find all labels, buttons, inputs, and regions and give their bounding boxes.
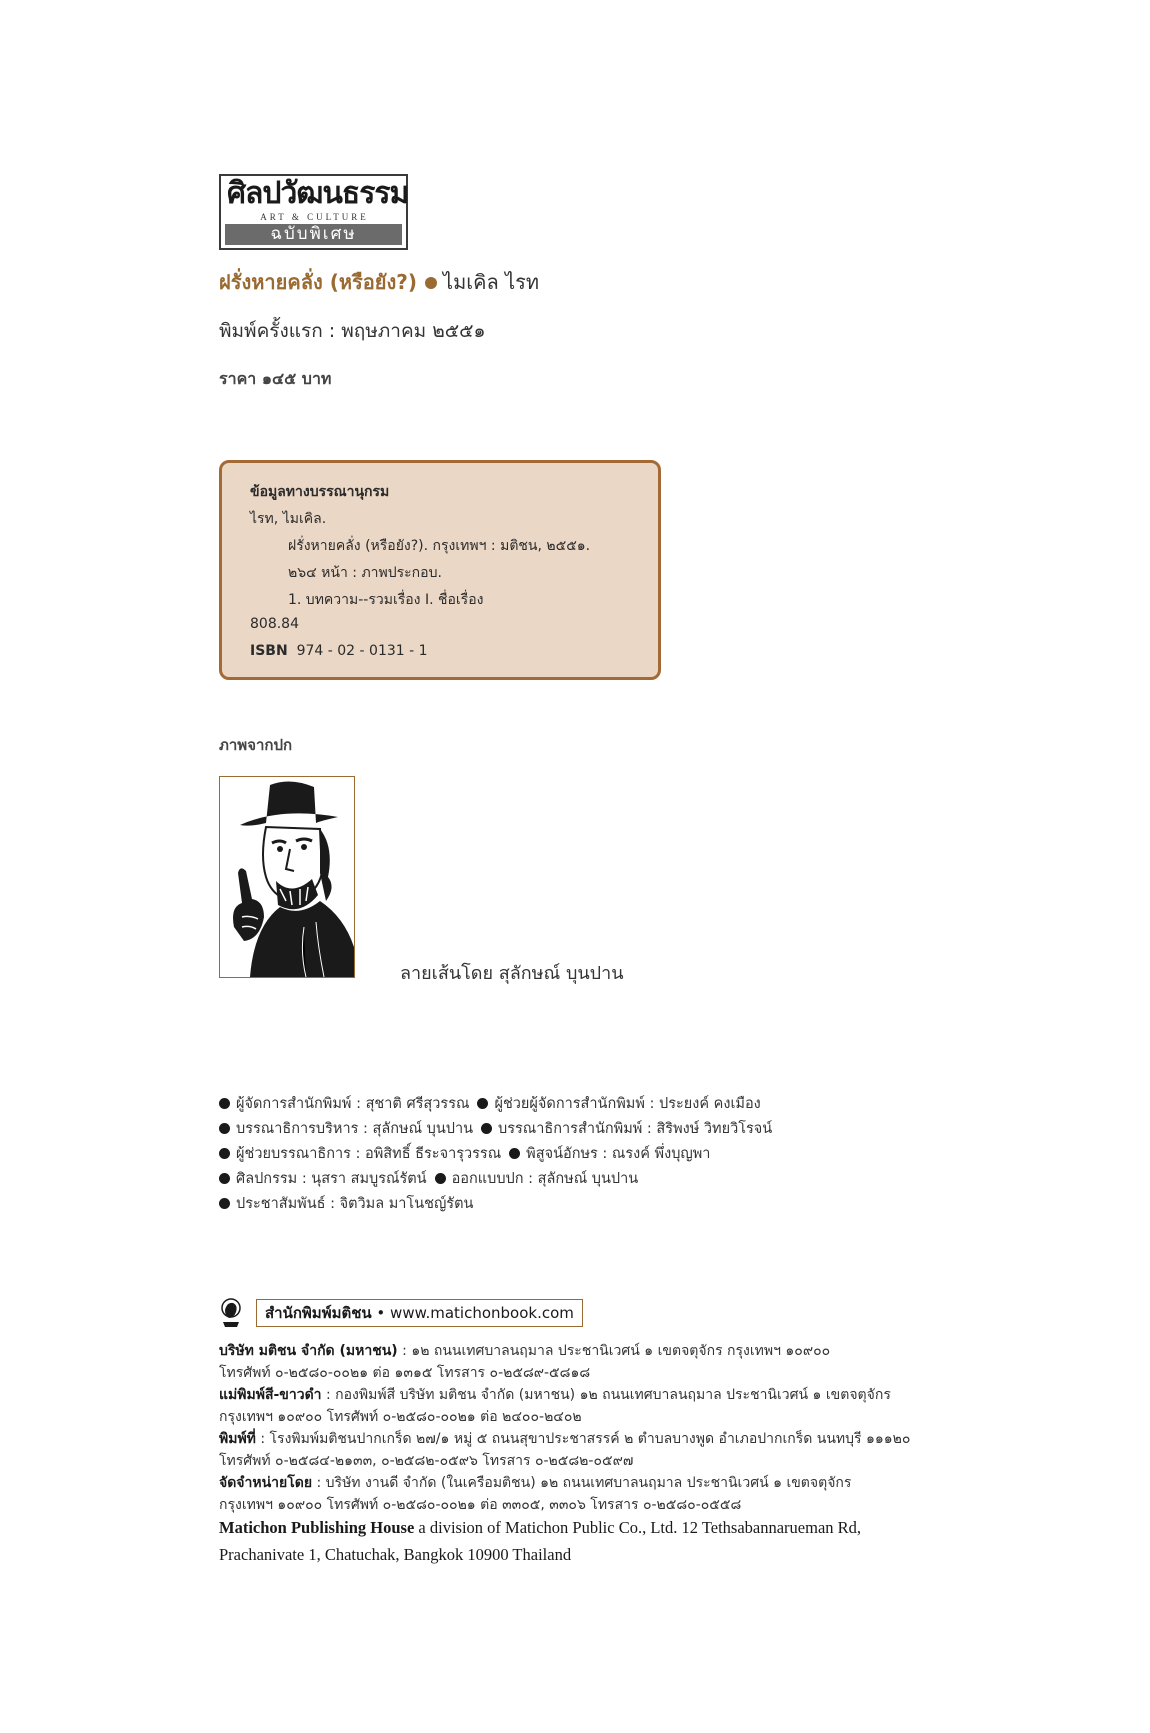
logo-title: ศิลปวัฒนธรรม xyxy=(227,176,409,211)
catalog-class-number: 808.84 xyxy=(250,616,299,632)
catalog-isbn xyxy=(250,643,428,659)
publisher-line: โทรศัพท์ ๐-๒๕๘๔-๒๑๓๓, ๐-๒๕๘๒-๐๕๙๖ โทรสาร ๐-๒๕๘๒-๐๕๙๗ xyxy=(219,1453,634,1469)
publisher-line: กรุงเทพฯ ๑๐๙๐๐ โทรศัพท์ ๐-๒๕๘๐-๐๐๒๑ ต่อ ๓๓๐๕, ๓๓๐๖ โทรสาร ๐-๒๕๘๐-๐๕๕๘ xyxy=(219,1497,742,1513)
book-title: ฝรั่งหายคลั่ง (หรือยัง?) xyxy=(219,270,418,294)
bullet-icon xyxy=(425,277,437,289)
staff-entry: บรรณาธิการสำนักพิมพ์ : สิริพงษ์ วิทยวิโรจน์ xyxy=(498,1121,773,1137)
bullet-icon xyxy=(477,1098,488,1109)
catalog-author: ไรท, ไมเคิล. xyxy=(250,511,327,527)
staff-entry: ประชาสัมพันธ์ : จิตวิมล มาโนชญ์รัตน xyxy=(236,1196,474,1212)
staff-row xyxy=(219,1192,473,1215)
bullet-icon xyxy=(219,1173,230,1184)
catalog-subject: 1. บทความ--รวมเรื่อง I. ชื่อเรื่อง xyxy=(288,592,484,608)
staff-entry: ผู้ช่วยบรรณาธิการ : อพิสิทธิ์ ธีระจารุวรรณ xyxy=(236,1146,502,1162)
publisher-logo-icon xyxy=(219,1296,243,1328)
magazine-logo xyxy=(219,174,408,250)
staff-entry: ศิลปกรรม : นุสรา สมบูรณ์รัตน์ xyxy=(236,1171,427,1187)
staff-entry: บรรณาธิการบริหาร : สุลักษณ์ บุนปาน xyxy=(236,1121,474,1137)
first-print: พิมพ์ครั้งแรก : พฤษภาคม ๒๕๕๑ xyxy=(219,320,486,342)
catalog-box xyxy=(219,460,661,680)
staff-row xyxy=(219,1117,772,1140)
staff-entry: พิสูจน์อักษร : ณรงค์ พึ่งบุญพา xyxy=(526,1146,711,1162)
isbn-label: ISBN xyxy=(250,643,288,659)
publisher-name: สำนักพิมพ์มติชน xyxy=(265,1304,372,1322)
publisher-website-link[interactable]: www.matichonbook.com xyxy=(390,1304,574,1322)
cover-caption: ลายเส้นโดย สุลักษณ์ บุนปาน xyxy=(400,963,624,984)
publisher-line: กรุงเทพฯ ๑๐๙๐๐ โทรศัพท์ ๐-๒๕๘๐-๐๐๒๑ ต่อ ๒๔๐๐-๒๔๐๒ xyxy=(219,1409,582,1425)
man-with-hat-illustration xyxy=(220,777,354,977)
bullet-icon xyxy=(481,1123,492,1134)
bullet-icon xyxy=(219,1198,230,1209)
staff-entry: ผู้ช่วยผู้จัดการสำนักพิมพ์ : ประยงค์ คงเมือง xyxy=(494,1096,761,1112)
bullet-icon xyxy=(219,1098,230,1109)
publisher-english-line: Prachanivate 1, Chatuchak, Bangkok 10900 Thailand xyxy=(219,1545,572,1564)
staff-entry: ออกแบบปก : สุลักษณ์ บุนปาน xyxy=(451,1171,639,1187)
bullet-icon xyxy=(219,1148,230,1159)
staff-entry: ผู้จัดการสำนักพิมพ์ : สุชาติ ศรีสุวรรณ xyxy=(236,1096,470,1112)
cover-illustration xyxy=(219,776,355,978)
logo-band: ฉบับพิเศษ xyxy=(225,224,402,245)
publisher-line: พิมพ์ที่ : โรงพิมพ์มติชนปากเกร็ด ๒๗/๑ หมู่ ๕ ถนนสุขาประชาสรรค์ ๒ ตำบลบางพูด อำเภอปากเกร็ด นนทบุรี ๑๑๑๒๐ xyxy=(219,1431,911,1447)
cover-label: ภาพจากปก xyxy=(219,736,293,754)
bullet-icon xyxy=(509,1148,520,1159)
bullet-icon: • xyxy=(376,1304,391,1322)
staff-row xyxy=(219,1167,638,1190)
publisher-line: โทรศัพท์ ๐-๒๕๘๐-๐๐๒๑ ต่อ ๑๓๑๕ โทรสาร ๐-๒๕๘๙-๕๘๑๘ xyxy=(219,1365,591,1381)
isbn-value: 974 - 02 - 0131 - 1 xyxy=(296,643,428,659)
staff-row xyxy=(219,1092,761,1115)
book-title-line xyxy=(219,266,539,298)
book-author: ไมเคิล ไรท xyxy=(443,270,540,294)
publisher-line: บริษัท มติชน จำกัด (มหาชน) : ๑๒ ถนนเทศบาลนฤมาล ประชานิเวศน์ ๑ เขตจตุจักร กรุงเทพฯ ๑๐๙๐๐ xyxy=(219,1343,831,1359)
catalog-heading: ข้อมูลทางบรรณานุกรม xyxy=(250,484,390,500)
catalog-pages: ๒๖๔ หน้า : ภาพประกอบ. xyxy=(288,565,442,581)
publisher-english-line: Matichon Publishing House a division of Matichon Public Co., Ltd. 12 Tethsabannarueman Rd, xyxy=(219,1518,862,1537)
bullet-icon xyxy=(435,1173,446,1184)
price: ราคา ๑๔๕ บาท xyxy=(219,369,332,388)
publisher-banner xyxy=(256,1299,583,1327)
staff-row xyxy=(219,1142,710,1165)
publisher-line: จัดจำหน่ายโดย : บริษัท งานดี จำกัด (ในเครือมติชน) ๑๒ ถนนเทศบาลนฤมาล ประชานิเวศน์ ๑ เขตจตุจักร xyxy=(219,1475,852,1491)
bullet-icon xyxy=(219,1123,230,1134)
catalog-title: ฝรั่งหายคลั่ง (หรือยัง?). กรุงเทพฯ : มติชน, ๒๕๕๑. xyxy=(288,538,591,554)
logo-subtitle: ART & CULTURE xyxy=(260,212,369,222)
publisher-line: แม่พิมพ์สี-ขาวดำ : กองพิมพ์สี บริษัท มติชน จำกัด (มหาชน) ๑๒ ถนนเทศบาลนฤมาล ประชานิเวศน์ ๑ เขตจตุจักร xyxy=(219,1387,891,1403)
